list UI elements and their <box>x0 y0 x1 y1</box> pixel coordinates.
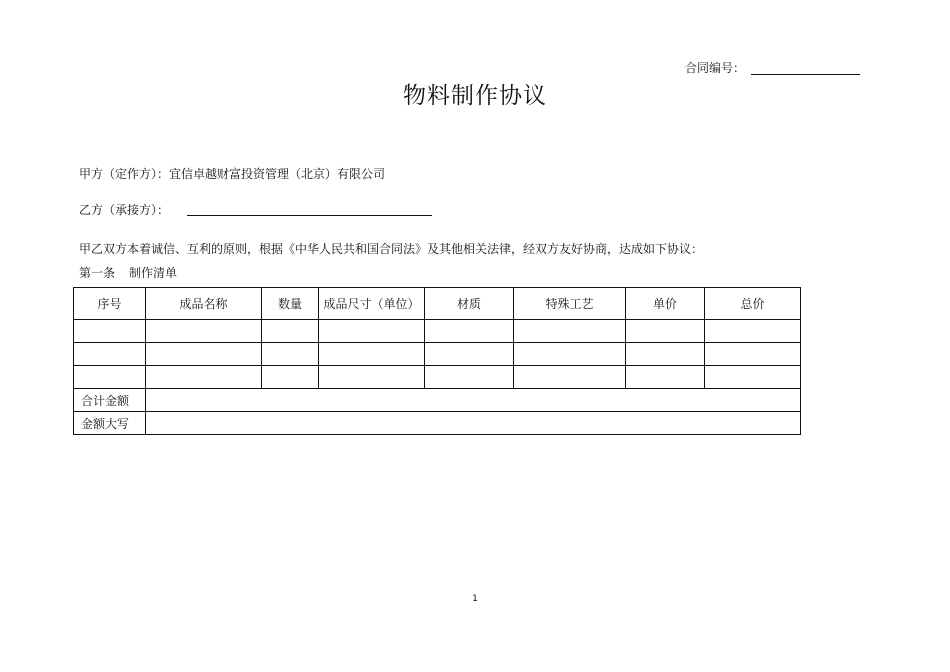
table-cell[interactable] <box>514 320 626 343</box>
column-header: 特殊工艺 <box>514 288 626 320</box>
amount-in-words-value[interactable] <box>146 412 801 435</box>
column-header: 单价 <box>626 288 705 320</box>
column-header: 成品名称 <box>146 288 262 320</box>
table-cell[interactable] <box>262 343 319 366</box>
document-title: 物料制作协议 <box>403 83 547 109</box>
table-cell[interactable] <box>319 320 425 343</box>
party-b-blank[interactable] <box>187 215 432 216</box>
total-amount-label: 合计金额 <box>74 389 146 412</box>
table-cell[interactable] <box>425 343 514 366</box>
table-cell[interactable] <box>146 366 262 389</box>
table-cell[interactable] <box>74 366 146 389</box>
contract-number-blank[interactable] <box>751 74 860 75</box>
total-amount-row <box>74 389 801 412</box>
intro-paragraph: 甲乙双方本着诚信、互利的原则，根据《中华人民共和国合同法》及其他相关法律，经双方友好协商，达成如下协议： <box>79 242 704 256</box>
amount-in-words-row <box>74 412 801 435</box>
table-cell[interactable] <box>705 343 801 366</box>
production-list-table <box>73 287 801 435</box>
table-cell[interactable] <box>319 343 425 366</box>
table-row <box>74 320 801 343</box>
column-header: 总价 <box>705 288 801 320</box>
table-cell[interactable] <box>319 366 425 389</box>
table-header-row <box>74 288 801 320</box>
total-amount-value[interactable] <box>146 389 801 412</box>
amount-in-words-label: 金额大写 <box>74 412 146 435</box>
table-row <box>74 343 801 366</box>
table-cell[interactable] <box>705 366 801 389</box>
table-cell[interactable] <box>705 320 801 343</box>
table-cell[interactable] <box>146 343 262 366</box>
column-header: 序号 <box>74 288 146 320</box>
table-cell[interactable] <box>262 366 319 389</box>
contract-number-label: 合同编号： <box>685 61 746 75</box>
table-cell[interactable] <box>626 366 705 389</box>
table-cell[interactable] <box>262 320 319 343</box>
table-row <box>74 366 801 389</box>
table-cell[interactable] <box>74 343 146 366</box>
party-a-line: 甲方（定作方）：宜信卓越财富投资管理（北京）有限公司 <box>79 167 386 181</box>
table-cell[interactable] <box>74 320 146 343</box>
table-cell[interactable] <box>626 343 705 366</box>
table-cell[interactable] <box>425 320 514 343</box>
column-header: 成品尺寸（单位） <box>319 288 425 320</box>
column-header: 数量 <box>262 288 319 320</box>
party-b-label: 乙方（承接方）： <box>79 203 170 217</box>
table-cell[interactable] <box>626 320 705 343</box>
article-heading <box>79 265 177 281</box>
article-number: 第一条 <box>79 266 116 280</box>
table-cell[interactable] <box>425 366 514 389</box>
table-cell[interactable] <box>146 320 262 343</box>
table-cell[interactable] <box>514 343 626 366</box>
contract-number <box>685 60 745 76</box>
page-number: 1 <box>472 594 478 604</box>
table-cell[interactable] <box>514 366 626 389</box>
column-header: 材质 <box>425 288 514 320</box>
article-title: 制作清单 <box>129 266 178 280</box>
party-b-line <box>79 202 169 218</box>
